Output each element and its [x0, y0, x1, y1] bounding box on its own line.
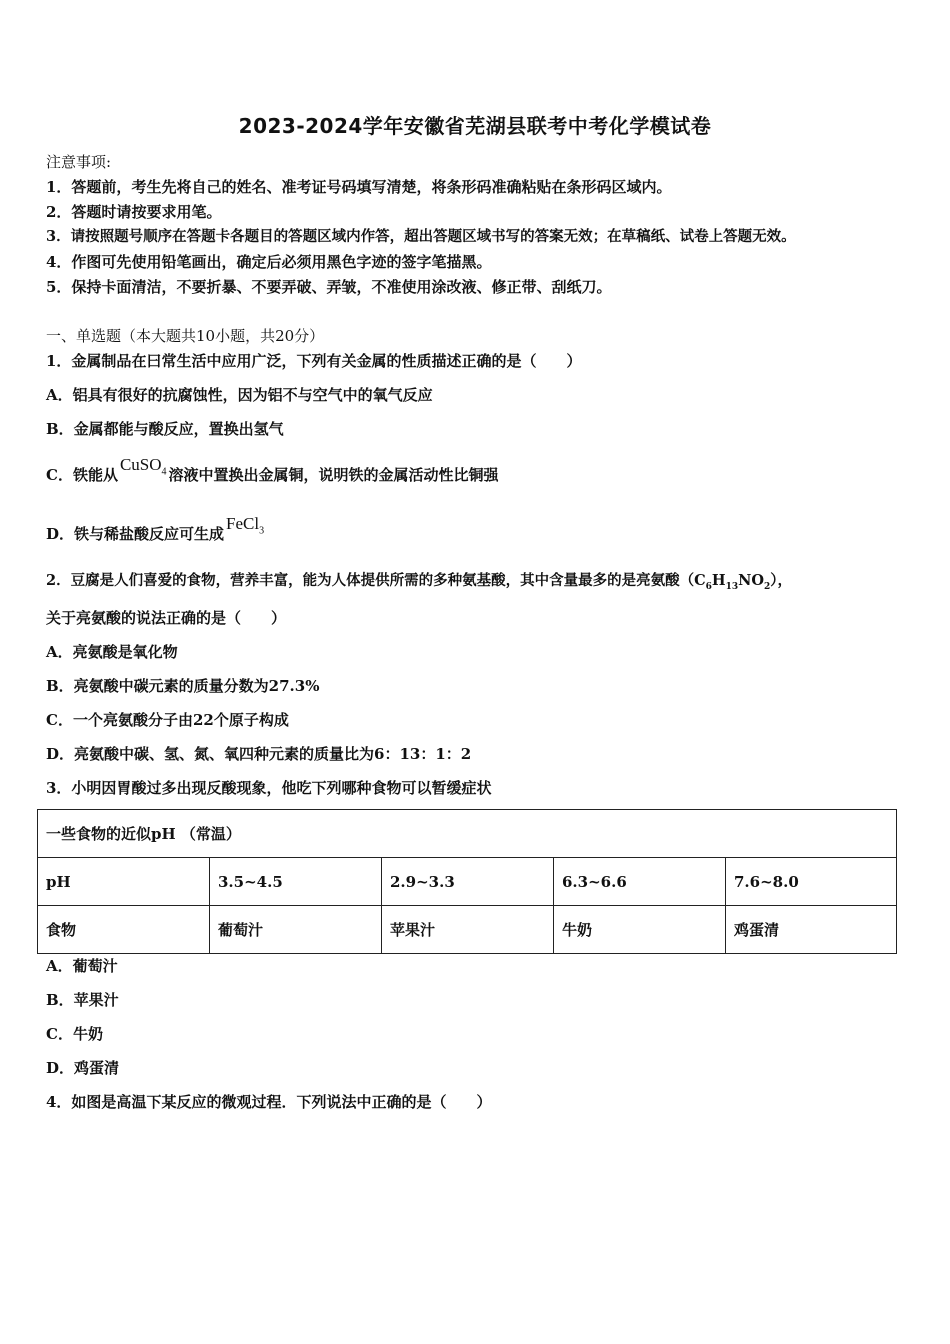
- notice-item-1: 1．答题前，考生先将自己的姓名、准考证号码填写清楚，将条形码准确粘贴在条形码区域内。: [46, 178, 672, 196]
- section-heading: 一、单选题（本大题共10小题，共20分）: [46, 327, 325, 345]
- q2-h: H: [711, 572, 726, 589]
- q3-option-c: C．牛奶: [46, 1025, 103, 1043]
- q3-option-a: A．葡萄汁: [46, 957, 118, 975]
- q2-stem: [46, 571, 792, 597]
- q1-option-b: B．金属都能与酸反应，置换出氢气: [46, 420, 284, 438]
- q2-stem-line2: 关于亮氨酸的说法正确的是（ ）: [46, 609, 287, 627]
- notice-item-5: 5．保持卡面清洁，不要折暴、不要弄破、弄皱，不准使用涂改液、修正带、刮纸刀。: [46, 278, 612, 296]
- ph-label-cell: pH: [38, 858, 210, 906]
- page-title: 2023-2024学年安徽省芜湖县联考中考化学模试卷: [238, 114, 712, 138]
- q3-option-b: B．苹果汁: [46, 991, 119, 1009]
- formula-cuso4: [119, 455, 167, 478]
- q1-option-d-prefix: D．铁与稀盐酸反应可生成: [46, 525, 225, 543]
- q3-option-d: D．鸡蛋清: [46, 1059, 120, 1077]
- ph-table-caption-row: [38, 810, 897, 858]
- ph-table-food-row: [38, 906, 897, 954]
- q4-stem: 4．如图是高温下某反应的微观过程．下列说法中正确的是（ ）: [46, 1093, 492, 1111]
- q2-no: NO: [738, 572, 765, 589]
- q3-stem: 3．小明因胃酸过多出现反酸现象，他吃下列哪种食物可以暂缓症状: [46, 779, 492, 797]
- q1-option-c-suffix: 溶液中置换出金属铜，说明铁的金属活动性比铜强: [168, 466, 499, 484]
- q1-stem: 1．金属制品在曰常生活中应用广泛，下列有关金属的性质描述正确的是（ ）: [46, 352, 582, 370]
- ph-value-cell: 3.5~4.5: [210, 858, 382, 906]
- formula-cuso4-sub: 4: [161, 466, 167, 478]
- q2-option-a: A．亮氨酸是氧化物: [46, 643, 178, 661]
- notice-item-3: 3．请按照题号顺序在答题卡各题目的答题区域内作答，超出答题区域书写的答案无效；在草稿纸、试卷上答题无效。: [46, 228, 796, 245]
- notice-item-4: 4．作图可先使用铅笔画出，确定后必须用黑色字迹的签字笔描黑。: [46, 253, 492, 271]
- ph-value-cell: 6.3~6.6: [554, 858, 726, 906]
- q2-option-b: B．亮氨酸中碳元素的质量分数为27.3%: [46, 677, 320, 695]
- ph-value-cell: 2.9~3.3: [382, 858, 554, 906]
- notice-item-2: 2．答题时请按要求用笔。: [46, 203, 222, 221]
- q1-option-a: A．铝具有很好的抗腐蚀性，因为铝不与空气中的氧气反应: [46, 386, 433, 404]
- ph-table: [37, 809, 897, 954]
- q2-option-c: C．一个亮氨酸分子由22个原子构成: [46, 711, 289, 729]
- q2-sub-h: 13: [725, 581, 739, 592]
- ph-table-caption: 一些食物的近似pH （常温）: [38, 810, 897, 858]
- q2-sub-c: 6: [705, 581, 712, 592]
- q1-option-c-prefix: C．铁能从: [46, 466, 118, 484]
- q1-option-d: [46, 514, 266, 551]
- food-label-cell: 食物: [38, 906, 210, 954]
- formula-cuso4-main: CuSO: [119, 455, 162, 474]
- food-cell: 牛奶: [554, 906, 726, 954]
- q2-stem-suffix: ），: [770, 572, 793, 589]
- food-cell: 鸡蛋清: [726, 906, 897, 954]
- food-cell: 葡萄汁: [210, 906, 382, 954]
- notice-heading: 注意事项:: [46, 153, 112, 171]
- q2-sub-o: 2: [764, 581, 771, 592]
- ph-value-cell: 7.6~8.0: [726, 858, 897, 906]
- formula-fecl3: [226, 514, 265, 537]
- formula-fecl3-main: FeCl: [226, 514, 260, 533]
- food-cell: 苹果汁: [382, 906, 554, 954]
- ph-table-ph-row: [38, 858, 897, 906]
- formula-fecl3-sub: 3: [259, 525, 265, 537]
- q2-stem-prefix: 2．豆腐是人们喜爱的食物，营养丰富，能为人体提供所需的多种氨基酸，其中含量最多的是亮氨酸（C: [46, 572, 706, 589]
- q1-option-c: [46, 455, 499, 492]
- q2-option-d: D．亮氨酸中碳、氢、氮、氧四种元素的质量比为6：13：1：2: [46, 745, 472, 763]
